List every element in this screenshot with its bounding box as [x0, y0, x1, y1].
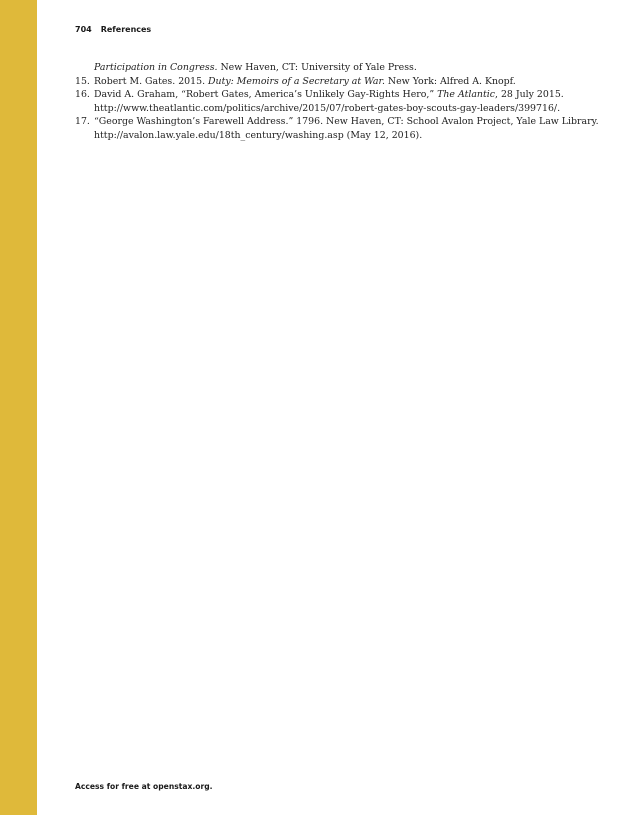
reference-16	[75, 88, 565, 102]
section-title: References	[100, 25, 152, 34]
reference-number: 15.	[75, 75, 90, 87]
reference-15	[75, 75, 565, 89]
reference-number: 16.	[75, 89, 90, 101]
page-header	[75, 25, 151, 34]
side-color-stripe	[0, 0, 37, 815]
reference-url: http://avalon.law.yale.edu/18th_century/washing.asp (May 12, 2016).	[94, 129, 423, 141]
page-number: 704	[75, 25, 92, 34]
reference-text: “George Washington’s Farewell Address.” 1796. New Haven, CT: School Avalon Project, Yale Law Library.	[94, 116, 599, 128]
reference-url: http://www.theatlantic.com/politics/archive/2015/07/robert-gates-boy-scouts-gay-leaders/399716/.	[94, 102, 561, 114]
reference-continuation	[75, 61, 565, 75]
reference-number: 17.	[75, 116, 90, 128]
page-footer: Access for free at openstax.org.	[75, 782, 213, 791]
reference-text: David A. Graham, “Robert Gates, America’s Unlikely Gay-Rights Hero,”	[94, 89, 438, 101]
reference-text: New Haven, CT: University of Yale Press.	[217, 62, 417, 73]
reference-list	[75, 61, 599, 143]
reference-title-italic: The Atlantic	[437, 89, 495, 101]
reference-17-url	[75, 129, 565, 143]
reference-17	[75, 115, 599, 129]
reference-title-italic: Duty: Memoirs of a Secretary at War.	[208, 75, 385, 87]
reference-title-italic: Participation in Congress.	[94, 62, 218, 73]
reference-text: Robert M. Gates. 2015.	[94, 75, 209, 87]
reference-text: , 28 July 2015.	[494, 89, 564, 101]
reference-text: New York: Alfred A. Knopf.	[384, 75, 516, 87]
reference-16-url	[75, 102, 565, 116]
